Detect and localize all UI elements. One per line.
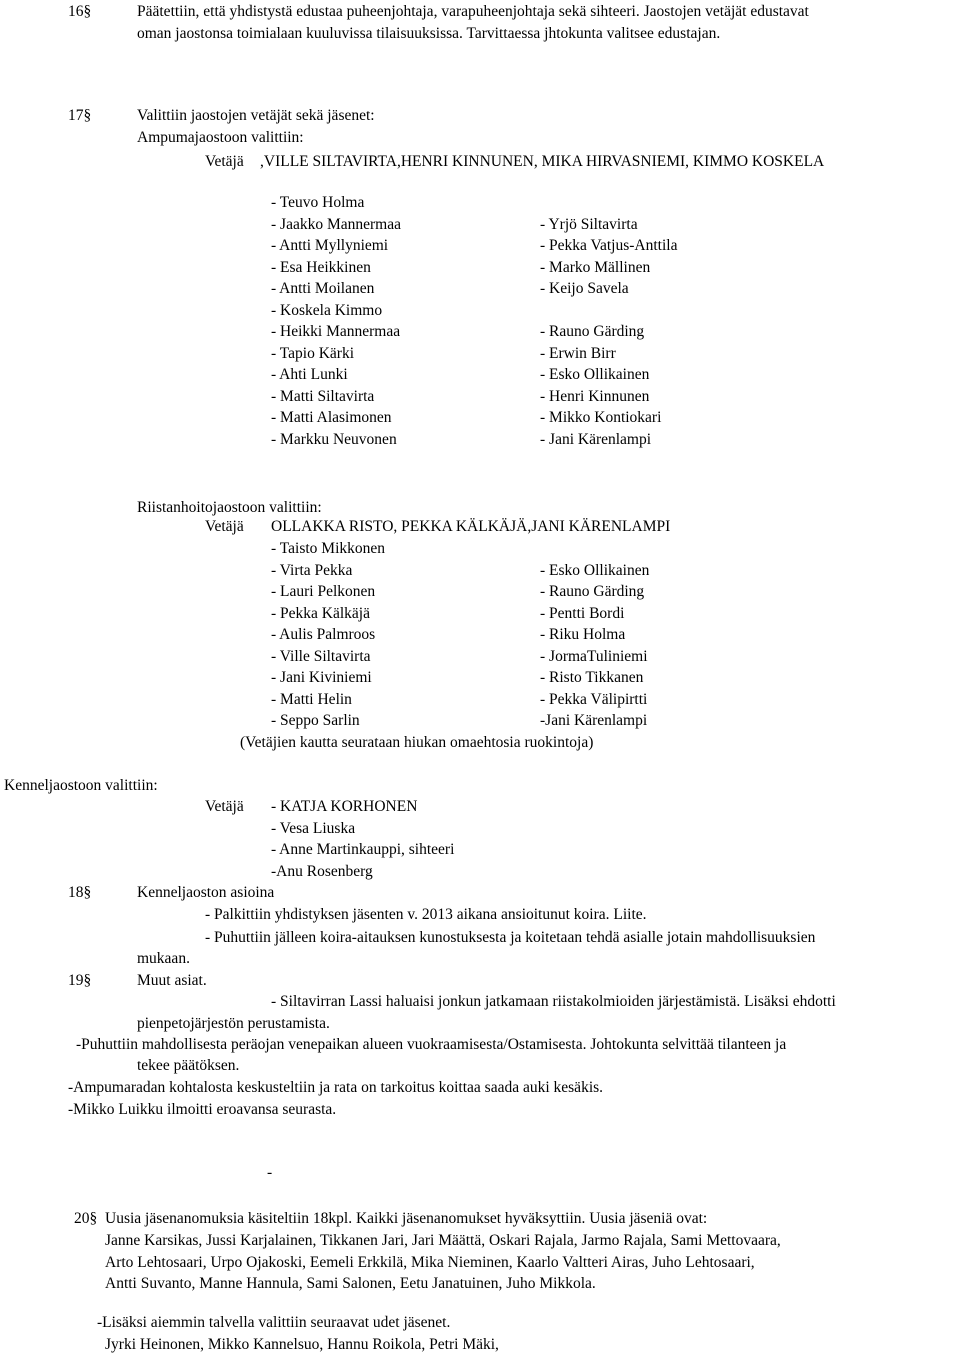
member-name: -Anu Rosenberg [271, 862, 373, 880]
member-name: - Heikki Mannermaa [271, 323, 401, 340]
section-intro: Valittiin jaostojen vetäjät sekä jäsenet: [137, 107, 375, 124]
member-name: - Matti Helin [271, 690, 352, 708]
member-name: - Pentti Bordi [540, 604, 625, 622]
member-name: - Tapio Kärki [271, 344, 354, 362]
member-name: - Matti Alasimonen [271, 409, 392, 426]
riista-note: (Vetäjien kautta seurataan hiukan omaehtosia ruokintoja) [240, 734, 594, 751]
section-number: 16§ [68, 3, 92, 20]
member-name: - Jaakko Mannermaa [271, 215, 401, 233]
kennel-leaders-label: Vetäjä [205, 798, 244, 815]
ampuma-leaders-label: Vetäjä [205, 153, 244, 170]
kennel-title: Kenneljaostoon valittiin: [4, 777, 158, 794]
paragraph-line: Uusia jäsenanomuksia käsiteltiin 18kpl. Kaikki jäsenanomukset hyväksyttiin. Uusia jäseniä ovat: [105, 1210, 708, 1227]
member-name: - Virta Pekka [271, 561, 353, 579]
member-name: - Anne Martinkauppi, sihteeri [271, 841, 455, 858]
member-name: - Markku Neuvonen [271, 430, 397, 448]
item-line: pienpetojärjestön perustamista. [137, 1015, 330, 1032]
paragraph-line: Janne Karsikas, Jussi Karjalainen, Tikkanen Jari, Jari Määttä, Oskari Rajala, Jarmo Rajala, Sami Mettovaara, [105, 1232, 781, 1249]
ampuma-leaders: ,VILLE SILTAVIRTA,HENRI KINNUNEN, MIKA HIRVASNIEMI, KIMMO KOSKELA [260, 153, 825, 170]
member-name: - Esa Heikkinen [271, 258, 371, 276]
section-title: Muut asiat. [137, 972, 207, 989]
member-name: - Pekka Välipirtti [540, 690, 648, 708]
ampuma-title: Ampumajaostoon valittiin: [137, 129, 304, 146]
member-name: - Mikko Kontiokari [540, 409, 662, 426]
riista-title: Riistanhoitojaostoon valittiin: [137, 499, 322, 516]
paragraph-line: -Lisäksi aiemmin talvella valittiin seuraavat udet jäsenet. [97, 1314, 451, 1331]
member-name: - Seppo Sarlin [271, 712, 360, 729]
item-line: mukaan. [137, 950, 190, 967]
member-name: - Taisto Mikkonen [271, 540, 386, 557]
riista-leaders-label: Vetäjä [205, 518, 244, 535]
member-name: - Marko Mällinen [540, 258, 651, 276]
paragraph-line: Arto Lehtosaari, Urpo Ojakoski, Eemeli Erkkilä, Mika Nieminen, Kaarlo Valtteri Airas, Juho Lehtosaari, [105, 1254, 755, 1271]
member-name: - KATJA KORHONEN [271, 798, 418, 815]
member-name: - Rauno Gärding [540, 323, 645, 340]
member-name: - Esko Ollikainen [540, 561, 650, 579]
member-name: - Jani Kiviniemi [271, 669, 372, 686]
paragraph-line: Jyrki Heinonen, Mikko Kannelsuo, Hannu Roikola, Petri Mäki, [105, 1336, 499, 1353]
member-name: - Matti Siltavirta [271, 387, 375, 405]
member-name: - Esko Ollikainen [540, 366, 650, 383]
item-line: tekee päätöksen. [137, 1057, 240, 1074]
item-line: - Puhuttiin jälleen koira-aitauksen kunostuksesta ja koitetaan tehdä asialle jotain mahdollisuuksien [205, 929, 816, 946]
member-name: - Erwin Birr [540, 344, 616, 362]
item-line: -Puhuttiin mahdollisesta peräojan venepaikan alueen vuokraamisesta/Ostamisesta. Johtokunta selvittää tilanteen ja [76, 1036, 787, 1053]
member-name: - Teuvo Holma [271, 194, 365, 211]
paragraph-line: oman jaostonsa toimialaan kuuluvissa tilaisuuksissa. Tarvittaessa jhtokunta valitsee edustajan. [137, 25, 721, 42]
member-name: - Ville Siltavirta [271, 647, 371, 665]
member-name: -Jani Kärenlampi [540, 712, 648, 729]
dash-separator: - [267, 1164, 273, 1181]
member-name: - Antti Myllyniemi [271, 237, 389, 254]
member-name: - Pekka Kälkäjä [271, 604, 370, 622]
paragraph-line: Päätettiin, että yhdistystä edustaa puheenjohtaja, varapuheenjohtaja sekä sihteeri. Jaostojen vetäjät edustavat [137, 3, 809, 20]
riista-leaders: OLLAKKA RISTO, PEKKA KÄLKÄJÄ,JANI KÄRENLAMPI [271, 518, 671, 535]
paragraph-line: Antti Suvanto, Manne Hannula, Sami Salonen, Eetu Janatuinen, Juho Mikkola. [105, 1275, 596, 1292]
section-number: 18§ [68, 884, 92, 901]
member-name: - Koskela Kimmo [271, 301, 383, 319]
member-name: - Aulis Palmroos [271, 626, 376, 643]
member-name: - Vesa Liuska [271, 819, 356, 837]
member-name: - Pekka Vatjus-Anttila [540, 237, 678, 254]
section-title: Kenneljaoston asioina [137, 884, 275, 901]
section-number: 17§ [68, 107, 92, 124]
item-line: - Palkittiin yhdistyksen jäsenten v. 2013 aikana ansioitunut koira. Liite. [205, 906, 647, 923]
member-name: - Risto Tikkanen [540, 669, 644, 686]
member-name: - Keijo Savela [540, 280, 629, 297]
member-name: - Rauno Gärding [540, 583, 645, 600]
member-name: - Henri Kinnunen [540, 387, 650, 405]
member-name: - Lauri Pelkonen [271, 583, 376, 600]
member-name: - JormaTuliniemi [540, 647, 648, 665]
item-line: - Siltavirran Lassi haluaisi jonkun jatkamaan riistakolmioiden järjestämistä. Lisäksi ehdotti [271, 993, 836, 1010]
member-name: - Ahti Lunki [271, 366, 348, 383]
member-name: - Yrjö Siltavirta [540, 215, 638, 233]
member-name: - Jani Kärenlampi [540, 430, 652, 448]
section-number: 20§ [74, 1210, 98, 1227]
section-number: 19§ [68, 972, 92, 989]
item-line: -Mikko Luikku ilmoitti eroavansa seurasta. [68, 1101, 337, 1118]
member-name: - Antti Moilanen [271, 280, 375, 297]
item-line: -Ampumaradan kohtalosta keskusteltiin ja rata on tarkoitus koittaa saada auki kesäkis. [68, 1079, 604, 1096]
member-name: - Riku Holma [540, 626, 626, 643]
